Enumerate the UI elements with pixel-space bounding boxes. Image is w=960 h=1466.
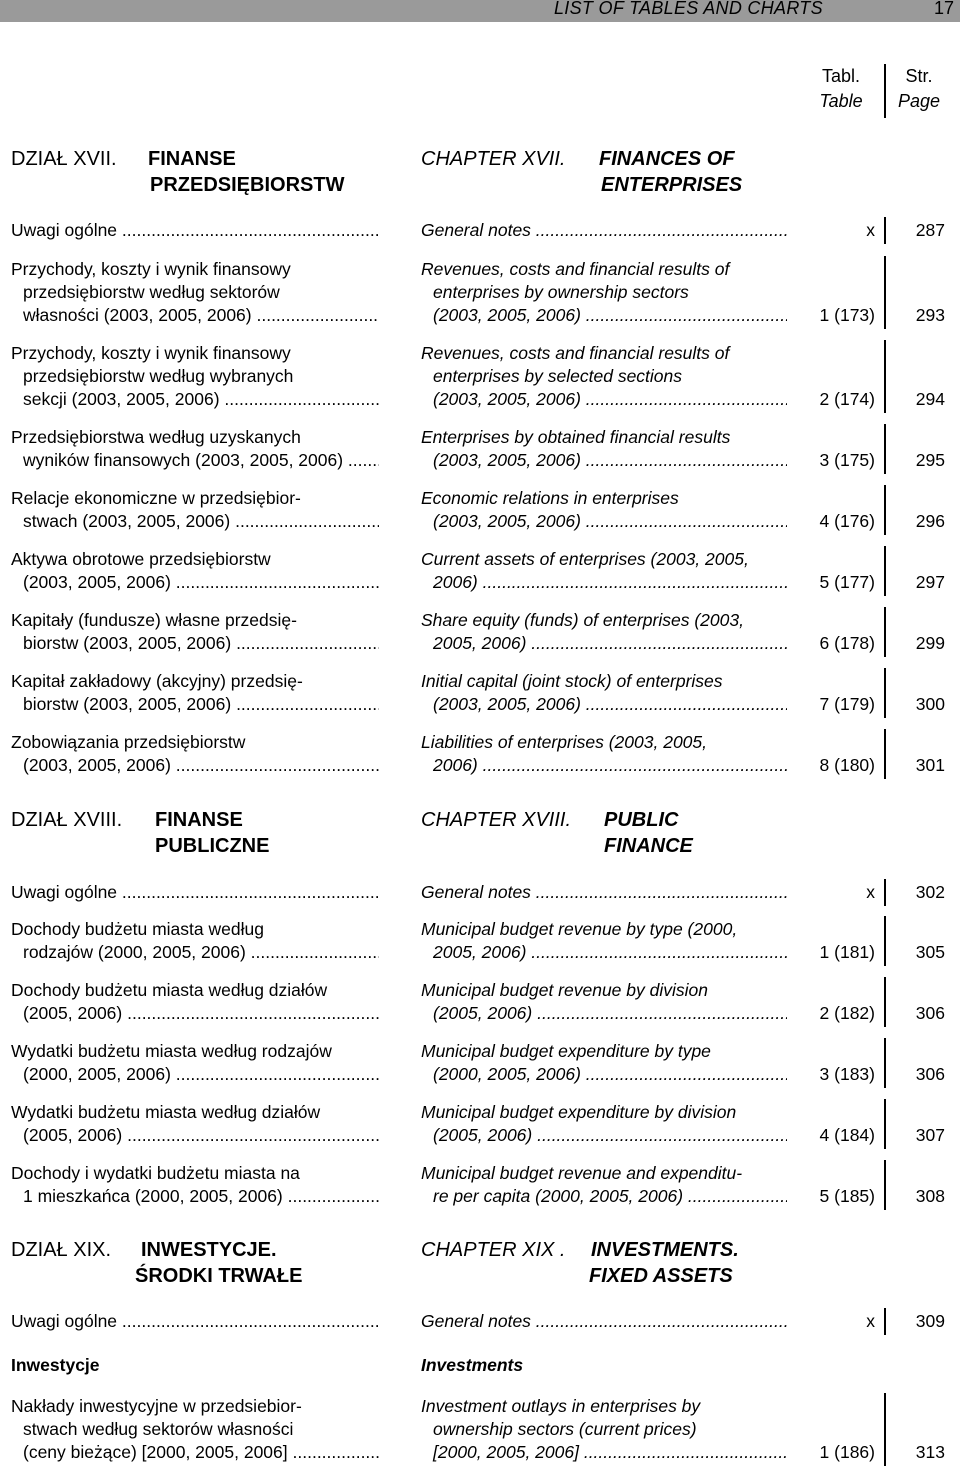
entry-en-line: Investment outlays in enterprises by bbox=[421, 1396, 701, 1416]
entry-en-line: Liabilities of enterprises (2003, 2005, bbox=[421, 732, 708, 752]
chapter-prefix-pl: DZIAŁ XVIII. bbox=[11, 809, 123, 831]
entry-en-line: ownership sectors (current prices) bbox=[433, 1419, 697, 1439]
entry-pl-line: sekcji (2003, 2005, 2006) ..... bbox=[11, 388, 379, 411]
page-number: 306 bbox=[915, 1003, 945, 1023]
entry-title-pl bbox=[11, 1162, 379, 1208]
column-divider bbox=[884, 424, 886, 474]
entry-en-line: Municipal budget expenditure by type bbox=[421, 1041, 711, 1061]
entry-pl-line: stwach według sektorów własności bbox=[23, 1419, 294, 1439]
column-divider bbox=[884, 1308, 886, 1335]
entry-title-pl bbox=[11, 881, 379, 904]
entry-en-line: Municipal budget revenue by division bbox=[421, 980, 708, 1000]
entry-title-en bbox=[421, 487, 787, 533]
entry-en-line: re per capita (2000, 2005, 2006) ..... bbox=[421, 1185, 787, 1208]
entry-en-line: Revenues, costs and financial results of bbox=[421, 259, 730, 279]
chapter-heading-pl bbox=[11, 807, 391, 859]
column-divider bbox=[884, 1099, 886, 1149]
page-number: 308 bbox=[915, 1186, 945, 1206]
page-number: 302 bbox=[915, 882, 945, 902]
entry-pl-line: Zobowiązania przedsiębiorstw bbox=[11, 732, 246, 752]
table-number: 4 (184) bbox=[819, 1125, 875, 1145]
chapter-title-pl: INWESTYCJE. bbox=[141, 1239, 277, 1261]
running-header-bar bbox=[0, 0, 960, 22]
entry-title-en bbox=[421, 548, 787, 594]
column-header-page-pl: Str. bbox=[905, 66, 933, 86]
chapter-heading-pl bbox=[11, 146, 391, 198]
page-number: 307 bbox=[915, 1125, 945, 1145]
chapter-title-pl: FINANSE bbox=[155, 809, 243, 831]
entry-title-en bbox=[421, 1101, 787, 1147]
entry-pl-line: Przedsiębiorstwa według uzyskanych bbox=[11, 427, 301, 447]
entry-pl-line: (2005, 2006) ..... bbox=[11, 1124, 379, 1147]
entry-en-line: (2005, 2006) ..... bbox=[421, 1002, 787, 1025]
table-number: 4 (176) bbox=[819, 511, 875, 531]
running-header-title: LIST OF TABLES AND CHARTS bbox=[554, 0, 823, 18]
entry-pl-line: Wydatki budżetu miasta według działów bbox=[11, 1102, 321, 1122]
entry-title-pl bbox=[11, 1310, 379, 1333]
column-divider bbox=[884, 485, 886, 535]
column-divider bbox=[884, 729, 886, 779]
entry-pl-line: Przychody, koszty i wynik finansowy bbox=[11, 259, 291, 279]
entry-en-line: General notes ..... bbox=[421, 1310, 787, 1333]
column-divider bbox=[884, 217, 886, 244]
entry-title-pl bbox=[11, 1101, 379, 1147]
entry-en-line: (2003, 2005, 2006) ..... bbox=[421, 510, 787, 533]
entry-en-line: Municipal budget revenue and expenditu- bbox=[421, 1163, 743, 1183]
entry-en-line: Enterprises by obtained financial results bbox=[421, 427, 731, 447]
entry-title-en bbox=[421, 258, 787, 327]
chapter-title-pl: PRZEDSIĘBIORSTW bbox=[150, 174, 345, 196]
entry-title-en bbox=[421, 1395, 787, 1464]
entry-title-en bbox=[421, 979, 787, 1025]
page-number: 293 bbox=[915, 305, 945, 325]
entry-pl-line: Uwagi ogólne ..... bbox=[11, 881, 379, 904]
entry-title-pl bbox=[11, 1395, 379, 1464]
column-divider bbox=[884, 916, 886, 966]
entry-en-line: 2006) ..... bbox=[421, 571, 787, 594]
table-number: x bbox=[866, 882, 875, 902]
chapter-title-en: ENTERPRISES bbox=[601, 174, 743, 196]
entry-title-pl bbox=[11, 548, 379, 594]
table-number: 6 (178) bbox=[819, 633, 875, 653]
page-number: 297 bbox=[915, 572, 945, 592]
page-number: 287 bbox=[915, 220, 945, 240]
page-number: 305 bbox=[915, 942, 945, 962]
table-number: 1 (186) bbox=[819, 1442, 875, 1462]
entry-en-line: 2005, 2006) ..... bbox=[421, 941, 787, 964]
entry-title-pl bbox=[11, 1040, 379, 1086]
entry-en-line: (2003, 2005, 2006) ..... bbox=[421, 449, 787, 472]
subsection-heading-en: Investments bbox=[421, 1355, 524, 1375]
entry-pl-line: Kapitały (fundusze) własne przedsię- bbox=[11, 610, 297, 630]
entry-en-line: (2003, 2005, 2006) ..... bbox=[421, 388, 787, 411]
entry-title-pl bbox=[11, 426, 379, 472]
chapter-prefix-pl: DZIAŁ XIX. bbox=[11, 1239, 112, 1261]
chapter-title-pl: FINANSE bbox=[148, 148, 236, 170]
entry-pl-line: wyników finansowych (2003, 2005, 2006) ..... bbox=[11, 449, 379, 472]
column-header-table-en: Table bbox=[819, 91, 863, 111]
entry-title-en bbox=[421, 609, 787, 655]
chapter-title-pl: ŚRODKI TRWAŁE bbox=[135, 1265, 303, 1287]
column-header-page bbox=[890, 64, 948, 114]
entry-pl-line: rodzajów (2000, 2005, 2006) ..... bbox=[11, 941, 379, 964]
entry-pl-line: Uwagi ogólne ..... bbox=[11, 219, 379, 242]
column-divider bbox=[884, 340, 886, 413]
entry-pl-line: Kapitał zakładowy (akcyjny) przedsię- bbox=[11, 671, 303, 691]
entry-pl-line: przedsiębiorstw według sektorów bbox=[23, 282, 280, 302]
column-divider bbox=[884, 1393, 886, 1466]
entry-en-line: Municipal budget revenue by type (2000, bbox=[421, 919, 738, 939]
entry-title-pl bbox=[11, 342, 379, 411]
table-number: 2 (182) bbox=[819, 1003, 875, 1023]
entry-en-line: (2000, 2005, 2006) ..... bbox=[421, 1063, 787, 1086]
entry-en-line: [2000, 2005, 2006] ..... bbox=[421, 1441, 787, 1464]
chapter-title-en: INVESTMENTS. bbox=[591, 1239, 739, 1261]
page-number: 306 bbox=[915, 1064, 945, 1084]
chapter-prefix-pl: DZIAŁ XVII. bbox=[11, 148, 117, 170]
column-header-table-pl: Tabl. bbox=[821, 66, 861, 86]
column-divider bbox=[884, 256, 886, 329]
chapter-heading-en bbox=[421, 1237, 801, 1289]
page-number: 295 bbox=[915, 450, 945, 470]
entry-en-line: (2005, 2006) ..... bbox=[421, 1124, 787, 1147]
table-number: 1 (181) bbox=[819, 942, 875, 962]
page-number: 301 bbox=[915, 755, 945, 775]
entry-pl-line: Dochody i wydatki budżetu miasta na bbox=[11, 1163, 300, 1183]
page-number: 296 bbox=[915, 511, 945, 531]
entry-pl-line: Dochody budżetu miasta według bbox=[11, 919, 264, 939]
entry-en-line: enterprises by ownership sectors bbox=[433, 282, 689, 302]
entry-pl-line: stwach (2003, 2005, 2006) ..... bbox=[11, 510, 379, 533]
entry-en-line: Initial capital (joint stock) of enterprises bbox=[421, 671, 723, 691]
chapter-title-en: FINANCES OF bbox=[599, 148, 735, 170]
entry-title-en bbox=[421, 881, 787, 904]
chapter-heading-pl bbox=[11, 1237, 391, 1289]
entry-title-en bbox=[421, 918, 787, 964]
page-number: 309 bbox=[915, 1311, 945, 1331]
entry-en-line: Revenues, costs and financial results of bbox=[421, 343, 730, 363]
table-number: 2 (174) bbox=[819, 389, 875, 409]
chapter-title-pl: PUBLICZNE bbox=[155, 835, 270, 857]
chapter-title-en: FIXED ASSETS bbox=[589, 1265, 733, 1287]
entry-pl-line: biorstw (2003, 2005, 2006) ..... bbox=[11, 632, 379, 655]
column-divider bbox=[884, 977, 886, 1027]
table-number: 7 (179) bbox=[819, 694, 875, 714]
column-divider bbox=[884, 1160, 886, 1210]
table-number: 3 (175) bbox=[819, 450, 875, 470]
table-number: 5 (185) bbox=[819, 1186, 875, 1206]
entry-title-en bbox=[421, 1162, 787, 1208]
entry-pl-line: Wydatki budżetu miasta według rodzajów bbox=[11, 1041, 332, 1061]
page-number: 313 bbox=[915, 1442, 945, 1462]
entry-pl-line: Przychody, koszty i wynik finansowy bbox=[11, 343, 291, 363]
chapter-prefix-en: CHAPTER XIX . bbox=[421, 1239, 566, 1261]
entry-en-line: Municipal budget expenditure by division bbox=[421, 1102, 737, 1122]
subsection-heading-pl: Inwestycje bbox=[11, 1355, 100, 1375]
entry-pl-line: (2003, 2005, 2006) ..... bbox=[11, 754, 379, 777]
entry-pl-line: własności (2003, 2005, 2006) ..... bbox=[11, 304, 379, 327]
entry-pl-line: 1 mieszkańca (2000, 2005, 2006) ..... bbox=[11, 1185, 379, 1208]
entry-title-en bbox=[421, 219, 787, 242]
chapter-title-en: FINANCE bbox=[604, 835, 693, 857]
column-divider bbox=[884, 546, 886, 596]
entry-title-pl bbox=[11, 609, 379, 655]
column-header-page-en: Page bbox=[897, 91, 941, 111]
table-number: 8 (180) bbox=[819, 755, 875, 775]
entry-title-pl bbox=[11, 731, 379, 777]
entry-title-en bbox=[421, 1310, 787, 1333]
entry-title-pl bbox=[11, 487, 379, 533]
column-divider bbox=[884, 607, 886, 657]
column-header-table bbox=[806, 64, 876, 114]
entry-en-line: (2003, 2005, 2006) ..... bbox=[421, 693, 787, 716]
entry-en-line: General notes ..... bbox=[421, 219, 787, 242]
entry-en-line: Current assets of enterprises (2003, 2005, bbox=[421, 549, 749, 569]
entry-title-en bbox=[421, 670, 787, 716]
entry-title-en bbox=[421, 426, 787, 472]
chapter-heading-en bbox=[421, 807, 801, 859]
table-number: x bbox=[866, 1311, 875, 1331]
entry-title-pl bbox=[11, 670, 379, 716]
running-header-page-number: 17 bbox=[934, 0, 955, 18]
entry-pl-line: Uwagi ogólne ..... bbox=[11, 1310, 379, 1333]
page-number: 294 bbox=[915, 389, 945, 409]
entry-title-pl bbox=[11, 258, 379, 327]
entry-en-line: 2006) ..... bbox=[421, 754, 787, 777]
column-divider-header bbox=[884, 64, 886, 118]
entry-title-en bbox=[421, 731, 787, 777]
entry-en-line: Economic relations in enterprises bbox=[421, 488, 679, 508]
entry-title-pl bbox=[11, 918, 379, 964]
chapter-title-en: PUBLIC bbox=[604, 809, 679, 831]
entry-pl-line: Dochody budżetu miasta według działów bbox=[11, 980, 328, 1000]
column-divider bbox=[884, 668, 886, 718]
entry-en-line: (2003, 2005, 2006) ..... bbox=[421, 304, 787, 327]
entry-pl-line: Aktywa obrotowe przedsiębiorstw bbox=[11, 549, 271, 569]
chapter-prefix-en: CHAPTER XVII. bbox=[421, 148, 566, 170]
entry-en-line: General notes ..... bbox=[421, 881, 787, 904]
table-number: 5 (177) bbox=[819, 572, 875, 592]
column-divider bbox=[884, 879, 886, 906]
entry-title-pl bbox=[11, 979, 379, 1025]
entry-pl-line: (2000, 2005, 2006) ..... bbox=[11, 1063, 379, 1086]
chapter-prefix-en: CHAPTER XVIII. bbox=[421, 809, 572, 831]
entry-en-line: enterprises by selected sections bbox=[433, 366, 683, 386]
entry-title-en bbox=[421, 1040, 787, 1086]
entry-pl-line: (2005, 2006) ..... bbox=[11, 1002, 379, 1025]
entry-pl-line: biorstw (2003, 2005, 2006) ..... bbox=[11, 693, 379, 716]
table-number: x bbox=[866, 220, 875, 240]
page-number: 299 bbox=[915, 633, 945, 653]
page-number: 300 bbox=[915, 694, 945, 714]
column-divider bbox=[884, 1038, 886, 1088]
entry-pl-line: Nakłady inwestycyjne w przedsiebior- bbox=[11, 1396, 302, 1416]
entry-en-line: Share equity (funds) of enterprises (2003, bbox=[421, 610, 744, 630]
chapter-heading-en bbox=[421, 146, 801, 198]
entry-pl-line: przedsiębiorstw według wybranych bbox=[23, 366, 294, 386]
entry-en-line: 2005, 2006) ..... bbox=[421, 632, 787, 655]
entry-pl-line: (ceny bieżące) [2000, 2005, 2006] ..... bbox=[11, 1441, 379, 1464]
entry-title-pl bbox=[11, 219, 379, 242]
entry-title-en bbox=[421, 342, 787, 411]
table-number: 1 (173) bbox=[819, 305, 875, 325]
table-number: 3 (183) bbox=[819, 1064, 875, 1084]
entry-pl-line: (2003, 2005, 2006) ..... bbox=[11, 571, 379, 594]
entry-pl-line: Relacje ekonomiczne w przedsiębior- bbox=[11, 488, 301, 508]
